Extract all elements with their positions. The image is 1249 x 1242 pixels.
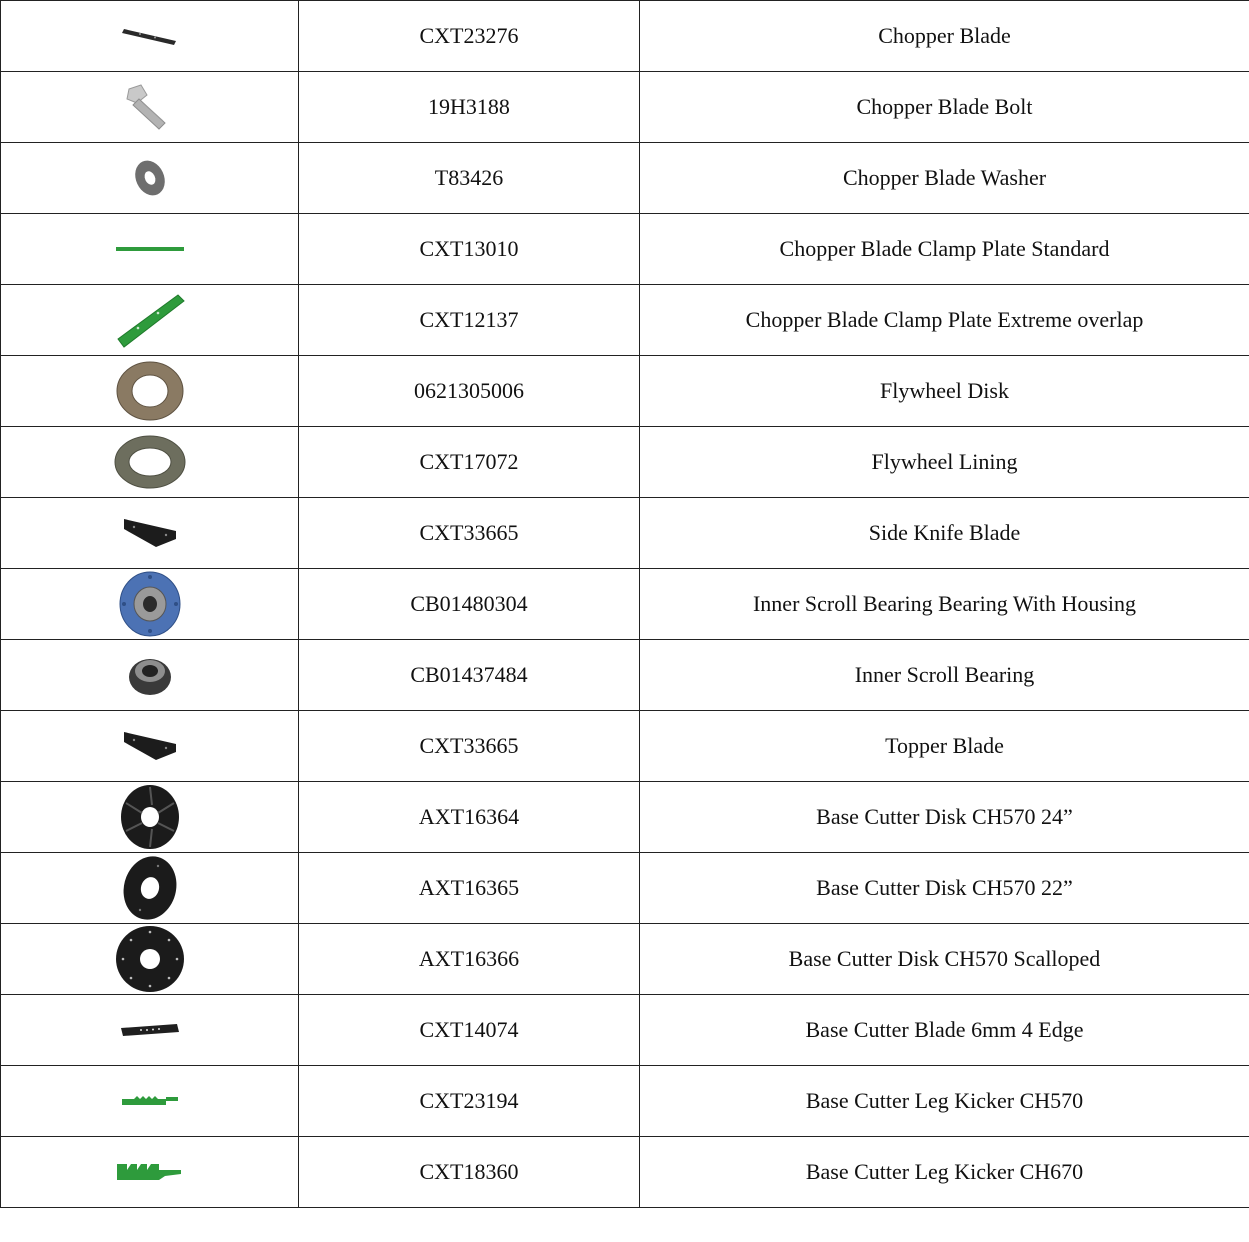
part-name: Flywheel Lining bbox=[640, 427, 1249, 498]
part-name: Base Cutter Disk CH570 22” bbox=[640, 853, 1249, 924]
chopper-blade-icon bbox=[110, 21, 190, 51]
part-name: Chopper Blade bbox=[640, 1, 1249, 72]
part-code: CXT23194 bbox=[299, 1066, 640, 1137]
part-name: Base Cutter Disk CH570 24” bbox=[640, 782, 1249, 853]
part-code: AXT16365 bbox=[299, 853, 640, 924]
bearing-housing-icon bbox=[118, 571, 182, 637]
part-code: CB01437484 bbox=[299, 640, 640, 711]
table-row bbox=[1, 356, 1249, 427]
table-row bbox=[1, 498, 1249, 569]
part-name: Base Cutter Blade 6mm 4 Edge bbox=[640, 995, 1249, 1066]
table-row bbox=[1, 143, 1249, 214]
part-code: AXT16364 bbox=[299, 782, 640, 853]
part-name: Chopper Blade Clamp Plate Extreme overlap bbox=[640, 285, 1249, 356]
cutter-disk-scalloped-icon bbox=[114, 924, 186, 994]
part-code: CXT12137 bbox=[299, 285, 640, 356]
table-row bbox=[1, 924, 1249, 995]
part-code: CXT17072 bbox=[299, 427, 640, 498]
part-code: CB01480304 bbox=[299, 569, 640, 640]
washer-icon bbox=[125, 153, 175, 203]
table-row bbox=[1, 1066, 1249, 1137]
part-code: CXT33665 bbox=[299, 711, 640, 782]
table-row bbox=[1, 853, 1249, 924]
clamp-plate-extreme-icon bbox=[108, 287, 192, 353]
part-code: T83426 bbox=[299, 143, 640, 214]
part-code: CXT33665 bbox=[299, 498, 640, 569]
table-row bbox=[1, 1137, 1249, 1208]
part-image-cell bbox=[1, 782, 299, 853]
part-image-cell bbox=[1, 640, 299, 711]
part-name: Chopper Blade Bolt bbox=[640, 72, 1249, 143]
table-row bbox=[1, 427, 1249, 498]
part-code: CXT23276 bbox=[299, 1, 640, 72]
part-image-cell bbox=[1, 143, 299, 214]
part-code: 0621305006 bbox=[299, 356, 640, 427]
cutter-disk-24-icon bbox=[118, 783, 182, 851]
part-image-cell bbox=[1, 711, 299, 782]
part-code: CXT18360 bbox=[299, 1137, 640, 1208]
part-code: AXT16366 bbox=[299, 924, 640, 995]
flywheel-disk-icon bbox=[115, 360, 185, 422]
part-name: Base Cutter Leg Kicker CH670 bbox=[640, 1137, 1249, 1208]
cutter-disk-22-icon bbox=[118, 854, 182, 922]
table-row bbox=[1, 995, 1249, 1066]
bearing-icon bbox=[125, 653, 175, 697]
part-image-cell bbox=[1, 1066, 299, 1137]
table-row bbox=[1, 72, 1249, 143]
table-row bbox=[1, 285, 1249, 356]
part-name: Inner Scroll Bearing bbox=[640, 640, 1249, 711]
part-image-cell bbox=[1, 285, 299, 356]
part-image-cell bbox=[1, 569, 299, 640]
part-name: Flywheel Disk bbox=[640, 356, 1249, 427]
part-name: Chopper Blade Washer bbox=[640, 143, 1249, 214]
part-name: Topper Blade bbox=[640, 711, 1249, 782]
bolt-icon bbox=[115, 79, 185, 135]
leg-kicker-ch670-icon bbox=[115, 1160, 185, 1184]
part-image-cell bbox=[1, 498, 299, 569]
topper-blade-icon bbox=[120, 726, 180, 766]
cutter-blade-icon bbox=[117, 1020, 183, 1040]
part-name: Chopper Blade Clamp Plate Standard bbox=[640, 214, 1249, 285]
part-image-cell bbox=[1, 853, 299, 924]
part-image-cell bbox=[1, 356, 299, 427]
part-name: Side Knife Blade bbox=[640, 498, 1249, 569]
leg-kicker-ch570-icon bbox=[120, 1093, 180, 1109]
part-code: CXT13010 bbox=[299, 214, 640, 285]
part-name: Base Cutter Disk CH570 Scalloped bbox=[640, 924, 1249, 995]
flywheel-lining-icon bbox=[113, 434, 187, 490]
part-image-cell bbox=[1, 995, 299, 1066]
side-knife-blade-icon bbox=[120, 513, 180, 553]
table-row bbox=[1, 1, 1249, 72]
table-row bbox=[1, 711, 1249, 782]
part-code: CXT14074 bbox=[299, 995, 640, 1066]
table-row bbox=[1, 640, 1249, 711]
part-image-cell bbox=[1, 1137, 299, 1208]
part-code: 19H3188 bbox=[299, 72, 640, 143]
part-image-cell bbox=[1, 214, 299, 285]
table-row bbox=[1, 569, 1249, 640]
table-row bbox=[1, 214, 1249, 285]
part-image-cell bbox=[1, 924, 299, 995]
part-image-cell bbox=[1, 1, 299, 72]
part-image-cell bbox=[1, 72, 299, 143]
part-name: Inner Scroll Bearing Bearing With Housing bbox=[640, 569, 1249, 640]
part-image-cell bbox=[1, 427, 299, 498]
clamp-plate-standard-icon bbox=[110, 242, 190, 256]
part-name: Base Cutter Leg Kicker CH570 bbox=[640, 1066, 1249, 1137]
table-row bbox=[1, 782, 1249, 853]
